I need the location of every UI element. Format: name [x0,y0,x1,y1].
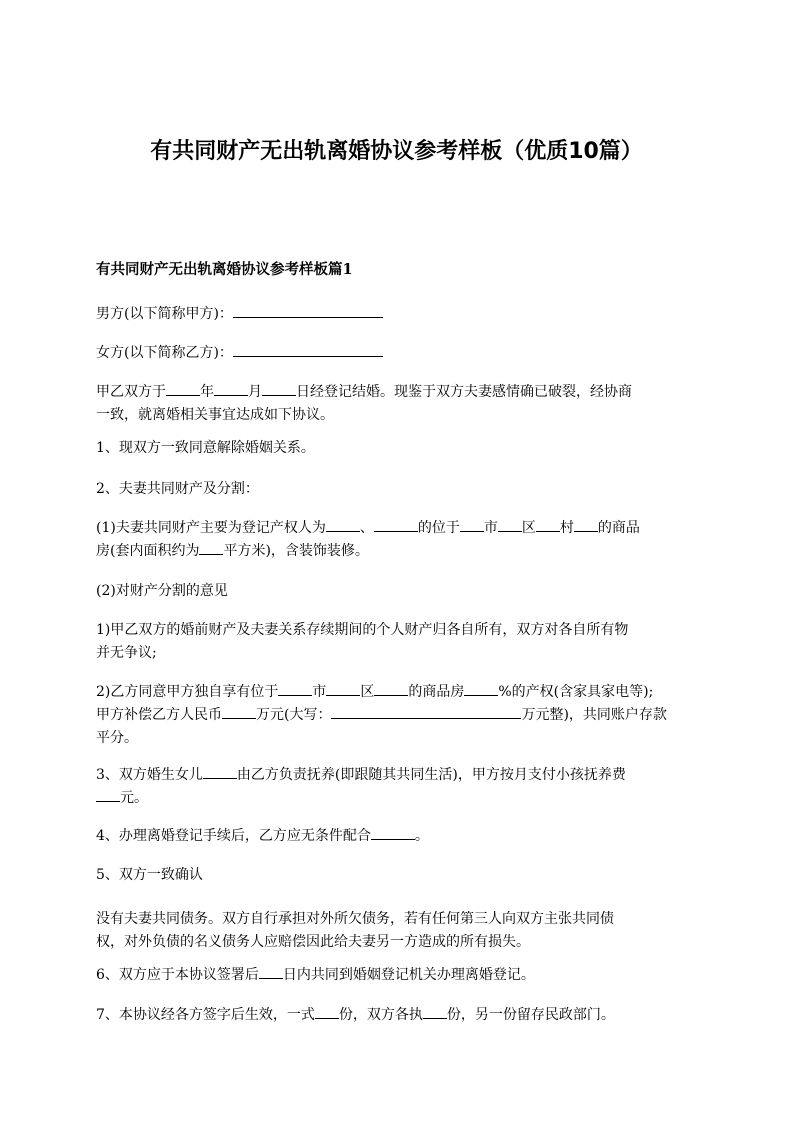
paragraph-female-party: 女方(以下简称乙方)： [96,342,706,365]
blank-field [536,517,560,532]
paragraph-intro: 甲乙双方于 年 月 日经登记结婚。现鉴于双方夫妻感情确已破裂，经协商 一致，就离婚相关事宜达成如下协议。 [96,381,706,427]
blank-field [96,787,120,802]
blank-field [574,517,598,532]
blank-field [371,825,415,840]
blank-field [464,681,498,696]
paragraph-item-6: 6、双方应于本协议签署后 日内共同到婚姻登记机关办理离婚登记。 [96,964,706,987]
blank-field [331,704,521,719]
blank-field [214,381,248,396]
paragraph-male-party: 男方(以下简称甲方)： [96,303,706,326]
blank-field [498,517,522,532]
paragraph-item-1: 1、现双方一致同意解除婚姻关系。 [96,440,315,456]
paragraph-sub-2: 2)乙方同意甲方独自享有位于 市 区 的商品房 %的产权(含家具家电等); 甲方补偿乙方人民币 万元(大写： 万元整)，共同账户存款 平分。 [96,681,706,750]
paragraph-sub-1: 1)甲乙双方的婚前财产及夫妻关系存续期间的个人财产归各自所有，双方对各自所有物 并无争议; [96,622,629,661]
blank-field [423,1004,447,1019]
section-heading: 有共同财产无出轨离婚协议参考样板篇1 [96,261,353,278]
blank-field [233,342,383,357]
blank-field [460,517,484,532]
blank-field [203,764,237,779]
document-title: 有共同财产无出轨离婚协议参考样板（优质10篇） [150,139,643,164]
blank-field [315,1004,339,1019]
paragraph-item-4: 4、办理离婚登记手续后，乙方应无条件配合 。 [96,825,706,848]
blank-field [326,517,360,532]
blank-field [374,517,418,532]
paragraph-item-2-2: (2)对财产分割的意见 [96,583,228,599]
paragraph-debt: 没有夫妻共同债务。双方自行承担对外所欠债务，若有任何第三人向双方主张共同债 权，对外负债的名义债务人应赔偿因此给夫妻另一方造成的所有损失。 [96,911,614,950]
blank-field [166,381,200,396]
blank-field [326,681,360,696]
paragraph-item-3: 3、双方婚生女儿 由乙方负责抚养(即跟随其共同生活)，甲方按月支付小孩抚养费 元。 [96,764,706,810]
blank-field [259,964,283,979]
paragraph-item-2: 2、夫妻共同财产及分割： [96,481,259,497]
paragraph-item-5: 5、双方一致确认 [96,867,203,883]
blank-field [262,381,296,396]
paragraph-item-2-1: (1)夫妻共同财产主要为登记产权人为 、 的位于 市 区 村 的商品 房(套内面积约为 平方米)，含装饰装修。 [96,517,706,563]
blank-field [233,303,383,318]
blank-field [222,704,256,719]
paragraph-item-7: 7、本协议经各方签字后生效，一式 份，双方各执 份，另一份留存民政部门。 [96,1004,706,1027]
blank-field [374,681,408,696]
blank-field [199,540,223,555]
blank-field [278,681,312,696]
